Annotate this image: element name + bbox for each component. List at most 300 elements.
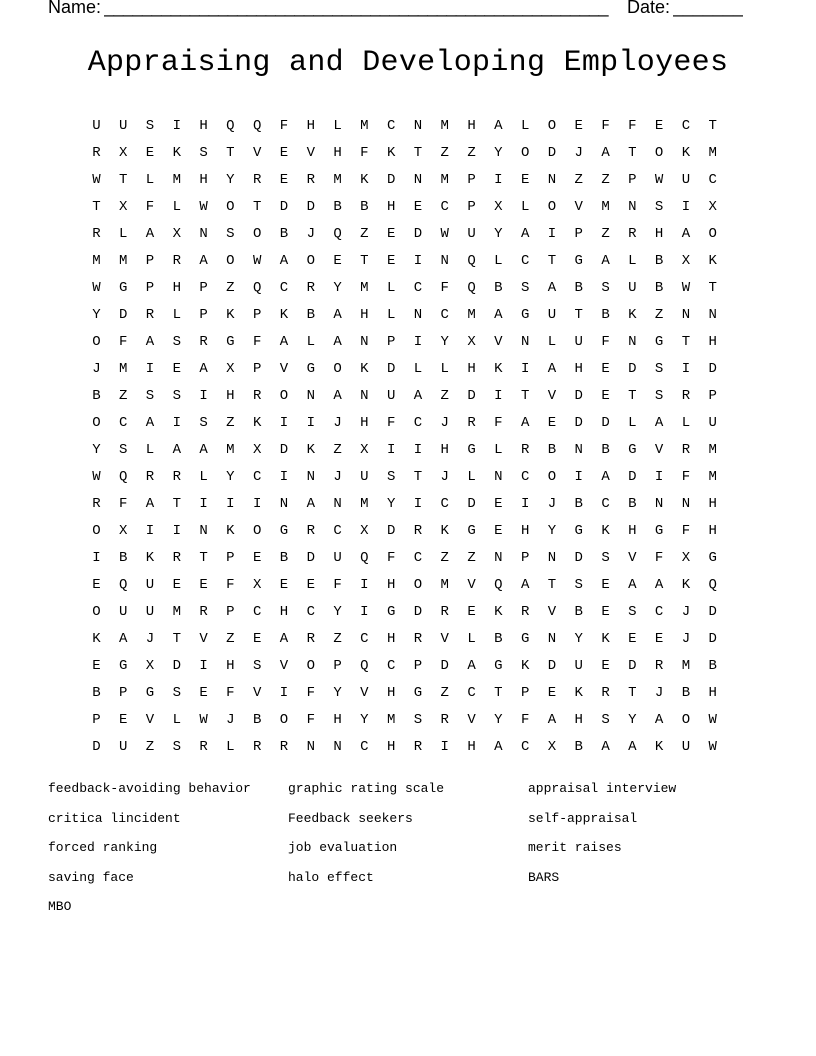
grid-letter: Q <box>252 280 262 296</box>
grid-letter: Z <box>440 685 449 701</box>
grid-letter: R <box>92 496 101 512</box>
grid-letter: L <box>226 739 235 755</box>
grid-letter: H <box>386 631 396 647</box>
grid-letter: F <box>681 469 691 485</box>
grid-letter: N <box>628 334 637 350</box>
grid-letter: Q <box>708 577 717 593</box>
grid-letter: Z <box>226 280 235 296</box>
grid-letter: L <box>386 307 396 323</box>
grid-letter: T <box>413 145 423 161</box>
grid-row <box>83 437 759 464</box>
grid-letter: V <box>440 631 449 647</box>
grid-letter: H <box>386 199 396 215</box>
grid-letter: P <box>92 712 101 728</box>
grid-letter: H <box>440 442 449 458</box>
grid-letter: G <box>467 523 476 539</box>
grid-letter: D <box>386 523 396 539</box>
grid-letter: N <box>547 550 557 566</box>
grid-letter: B <box>279 550 289 566</box>
grid-letter: W <box>708 739 717 755</box>
grid-letter: X <box>252 577 262 593</box>
page-title: Appraising and Developing Employees <box>87 46 729 80</box>
grid-letter: N <box>440 253 449 269</box>
grid-letter: J <box>654 685 664 701</box>
grid-letter: Y <box>494 226 503 242</box>
grid-letter: D <box>306 199 315 215</box>
grid-letter: F <box>118 334 128 350</box>
grid-letter: H <box>333 145 342 161</box>
grid-letter: H <box>628 523 637 539</box>
grid-letter: M <box>360 118 369 134</box>
grid-letter: I <box>360 604 369 620</box>
grid-letter: O <box>92 604 101 620</box>
grid-letter: A <box>654 415 664 431</box>
grid-letter: H <box>306 118 315 134</box>
grid-letter: K <box>494 604 503 620</box>
grid-letter: U <box>681 739 691 755</box>
grid-letter: X <box>681 550 691 566</box>
grid-letter: N <box>306 469 315 485</box>
date-field-line: _______ <box>673 0 743 17</box>
grid-letter: E <box>386 226 396 242</box>
grid-letter: M <box>118 361 128 377</box>
grid-letter: D <box>386 361 396 377</box>
grid-letter: Z <box>574 172 583 188</box>
grid-row <box>83 707 759 734</box>
grid-letter: B <box>628 496 637 512</box>
grid-letter: A <box>601 469 610 485</box>
grid-letter: J <box>333 415 342 431</box>
grid-letter: X <box>145 658 155 674</box>
grid-letter: F <box>601 334 610 350</box>
grid-letter: A <box>547 712 557 728</box>
grid-letter: S <box>172 685 181 701</box>
grid-letter: R <box>199 334 208 350</box>
grid-letter: P <box>252 307 262 323</box>
grid-letter: R <box>252 172 262 188</box>
grid-letter: K <box>386 145 396 161</box>
grid-letter: O <box>654 145 664 161</box>
grid-letter: N <box>547 631 557 647</box>
grid-letter: E <box>92 577 101 593</box>
word-list-item: appraisal interview <box>528 781 677 796</box>
grid-letter: A <box>333 388 342 404</box>
grid-letter: J <box>92 361 101 377</box>
grid-letter: X <box>547 739 557 755</box>
grid-letter: P <box>145 280 155 296</box>
grid-letter: Q <box>252 118 262 134</box>
grid-letter: N <box>520 334 530 350</box>
grid-letter: D <box>413 604 423 620</box>
grid-letter: P <box>199 307 208 323</box>
grid-letter: I <box>413 496 423 512</box>
grid-letter: R <box>654 658 664 674</box>
grid-row <box>83 167 759 194</box>
grid-row <box>83 383 759 410</box>
grid-letter: U <box>681 172 691 188</box>
grid-letter: S <box>654 388 664 404</box>
grid-letter: R <box>92 226 101 242</box>
grid-letter: Q <box>360 550 369 566</box>
grid-letter: G <box>413 685 423 701</box>
grid-letter: E <box>172 577 181 593</box>
word-list-item: self-appraisal <box>528 810 638 826</box>
grid-letter: P <box>520 685 530 701</box>
grid-letter: P <box>199 280 208 296</box>
grid-letter: L <box>333 118 342 134</box>
grid-letter: G <box>574 523 583 539</box>
grid-letter: A <box>494 739 503 755</box>
grid-letter: L <box>145 442 155 458</box>
grid-letter: F <box>118 496 128 512</box>
grid-letter: B <box>92 685 101 701</box>
grid-row <box>83 626 759 653</box>
grid-letter: M <box>172 172 181 188</box>
grid-letter: M <box>440 577 449 593</box>
grid-letter: Y <box>547 523 557 539</box>
grid-letter: M <box>226 442 235 458</box>
grid-letter: V <box>252 145 262 161</box>
grid-letter: A <box>494 118 503 134</box>
grid-letter: R <box>172 550 181 566</box>
grid-letter: C <box>440 307 449 323</box>
grid-letter: S <box>199 145 208 161</box>
grid-letter: E <box>547 415 557 431</box>
grid-letter: H <box>467 118 476 134</box>
grid-letter: Y <box>360 712 369 728</box>
grid-letter: L <box>172 712 181 728</box>
grid-letter: L <box>145 172 155 188</box>
grid-letter: I <box>92 550 101 566</box>
grid-letter: K <box>654 739 664 755</box>
grid-letter: H <box>360 415 369 431</box>
grid-letter: T <box>252 199 262 215</box>
grid-letter: L <box>118 226 128 242</box>
grid-letter: A <box>654 577 664 593</box>
grid-row <box>83 356 759 383</box>
grid-letter: F <box>628 118 637 134</box>
grid-letter: M <box>92 253 101 269</box>
grid-letter: I <box>145 523 155 539</box>
grid-letter: X <box>252 442 262 458</box>
grid-letter: L <box>467 631 476 647</box>
grid-letter: Q <box>118 577 128 593</box>
grid-letter: R <box>601 685 610 701</box>
grid-letter: F <box>226 577 235 593</box>
grid-letter: Z <box>467 550 476 566</box>
grid-letter: X <box>118 145 128 161</box>
grid-letter: D <box>628 658 637 674</box>
grid-letter: Z <box>118 388 128 404</box>
grid-letter: P <box>252 361 262 377</box>
grid-letter: V <box>145 712 155 728</box>
grid-letter: A <box>494 307 503 323</box>
grid-letter: V <box>279 658 289 674</box>
grid-letter: A <box>199 253 208 269</box>
grid-letter: K <box>708 253 717 269</box>
grid-letter: X <box>118 523 128 539</box>
grid-letter: U <box>360 469 369 485</box>
word-list-item: merit raises <box>528 840 622 855</box>
grid-letter: K <box>172 145 181 161</box>
grid-letter: J <box>681 631 691 647</box>
grid-letter: F <box>494 415 503 431</box>
grid-letter: L <box>306 334 315 350</box>
grid-letter: T <box>172 631 181 647</box>
grid-letter: H <box>386 685 396 701</box>
grid-letter: N <box>413 118 423 134</box>
grid-letter: B <box>574 604 583 620</box>
grid-letter: B <box>333 199 342 215</box>
grid-letter: E <box>654 118 664 134</box>
grid-letter: M <box>708 469 717 485</box>
grid-letter: J <box>333 469 342 485</box>
grid-letter: N <box>413 172 423 188</box>
grid-letter: A <box>306 496 315 512</box>
grid-letter: W <box>681 280 691 296</box>
grid-letter: K <box>574 685 583 701</box>
grid-letter: U <box>92 118 101 134</box>
grid-letter: D <box>574 388 583 404</box>
grid-letter: P <box>467 199 476 215</box>
grid-letter: S <box>601 550 610 566</box>
grid-letter: C <box>252 469 262 485</box>
grid-letter: B <box>494 280 503 296</box>
grid-letter: R <box>172 469 181 485</box>
grid-letter: A <box>145 496 155 512</box>
grid-letter: N <box>360 334 369 350</box>
grid-letter: E <box>654 631 664 647</box>
grid-letter: I <box>172 415 181 431</box>
grid-letter: X <box>360 523 369 539</box>
grid-letter: F <box>145 199 155 215</box>
grid-letter: R <box>172 253 181 269</box>
grid-letter: H <box>386 577 396 593</box>
grid-letter: R <box>681 442 691 458</box>
grid-row <box>83 140 759 167</box>
grid-letter: K <box>681 145 691 161</box>
grid-letter: M <box>601 199 610 215</box>
grid-letter: G <box>386 604 396 620</box>
grid-row <box>83 518 759 545</box>
grid-letter: R <box>306 523 315 539</box>
word-list-column <box>48 778 251 926</box>
grid-letter: P <box>574 226 583 242</box>
grid-letter: L <box>494 253 503 269</box>
grid-letter: J <box>145 631 155 647</box>
grid-letter: F <box>386 415 396 431</box>
grid-letter: C <box>681 118 691 134</box>
grid-letter: R <box>628 226 637 242</box>
grid-letter: B <box>574 496 583 512</box>
grid-letter: T <box>360 253 369 269</box>
grid-letter: M <box>440 118 449 134</box>
word-list-item: saving face <box>48 869 134 885</box>
word-list-item: MBO <box>48 899 72 914</box>
grid-letter: R <box>279 739 289 755</box>
grid-letter: H <box>199 118 208 134</box>
grid-letter: A <box>654 712 664 728</box>
grid-letter: K <box>360 361 369 377</box>
grid-letter: O <box>252 523 262 539</box>
grid-letter: A <box>333 307 342 323</box>
grid-letter: G <box>467 442 476 458</box>
grid-letter: A <box>145 334 155 350</box>
grid-letter: H <box>199 172 208 188</box>
grid-letter: A <box>279 334 289 350</box>
grid-letter: B <box>118 550 128 566</box>
grid-letter: R <box>413 631 423 647</box>
grid-letter: W <box>199 712 208 728</box>
grid-letter: S <box>145 118 155 134</box>
grid-letter: E <box>199 685 208 701</box>
grid-letter: I <box>199 658 208 674</box>
grid-letter: F <box>360 145 369 161</box>
grid-letter: T <box>708 280 717 296</box>
grid-letter: I <box>172 118 181 134</box>
grid-letter: K <box>226 523 235 539</box>
grid-letter: V <box>199 631 208 647</box>
grid-letter: I <box>520 496 530 512</box>
grid-letter: R <box>467 415 476 431</box>
grid-letter: I <box>279 415 289 431</box>
grid-letter: T <box>92 199 101 215</box>
grid-letter: E <box>628 631 637 647</box>
grid-letter: D <box>306 550 315 566</box>
grid-letter: F <box>306 712 315 728</box>
grid-letter: T <box>681 334 691 350</box>
grid-letter: L <box>628 415 637 431</box>
grid-letter: T <box>547 577 557 593</box>
grid-letter: P <box>520 550 530 566</box>
grid-letter: T <box>118 172 128 188</box>
grid-letter: L <box>386 280 396 296</box>
grid-letter: I <box>145 361 155 377</box>
grid-letter: E <box>172 361 181 377</box>
grid-letter: N <box>306 739 315 755</box>
grid-letter: S <box>199 415 208 431</box>
grid-letter: I <box>360 577 369 593</box>
grid-letter: E <box>252 550 262 566</box>
grid-letter: I <box>681 361 691 377</box>
grid-letter: E <box>199 577 208 593</box>
grid-letter: G <box>226 334 235 350</box>
grid-letter: C <box>333 523 342 539</box>
grid-letter: E <box>494 523 503 539</box>
grid-letter: F <box>386 550 396 566</box>
grid-letter: S <box>172 388 181 404</box>
grid-letter: O <box>547 199 557 215</box>
grid-letter: X <box>172 226 181 242</box>
grid-row <box>83 329 759 356</box>
grid-letter: W <box>654 172 664 188</box>
grid-letter: M <box>386 712 396 728</box>
word-list-item: halo effect <box>288 869 374 885</box>
grid-letter: A <box>467 658 476 674</box>
grid-letter: V <box>279 361 289 377</box>
grid-letter: S <box>601 280 610 296</box>
grid-letter: B <box>306 307 315 323</box>
grid-letter: L <box>628 253 637 269</box>
grid-letter: C <box>413 550 423 566</box>
grid-letter: G <box>654 523 664 539</box>
grid-letter: P <box>628 172 637 188</box>
grid-letter: K <box>360 172 369 188</box>
grid-letter: C <box>708 172 717 188</box>
grid-letter: F <box>440 280 449 296</box>
grid-letter: J <box>440 469 449 485</box>
grid-letter: Z <box>654 307 664 323</box>
grid-letter: A <box>279 253 289 269</box>
grid-letter: A <box>520 415 530 431</box>
grid-letter: N <box>413 307 423 323</box>
grid-letter: U <box>467 226 476 242</box>
grid-letter: H <box>708 496 717 512</box>
grid-letter: T <box>226 145 235 161</box>
grid-letter: Z <box>601 226 610 242</box>
grid-letter: P <box>226 550 235 566</box>
grid-letter: A <box>601 739 610 755</box>
grid-letter: C <box>279 280 289 296</box>
grid-letter: N <box>306 388 315 404</box>
grid-letter: Z <box>440 145 449 161</box>
grid-letter: A <box>279 631 289 647</box>
grid-letter: C <box>386 118 396 134</box>
grid-letter: C <box>360 739 369 755</box>
grid-letter: R <box>306 631 315 647</box>
grid-letter: Y <box>494 712 503 728</box>
grid-letter: N <box>199 226 208 242</box>
grid-letter: W <box>92 280 101 296</box>
grid-letter: C <box>601 496 610 512</box>
grid-letter: R <box>92 145 101 161</box>
grid-letter: N <box>494 550 503 566</box>
grid-letter: V <box>547 604 557 620</box>
grid-letter: M <box>172 604 181 620</box>
word-list-item: forced ranking <box>48 840 158 855</box>
grid-letter: D <box>708 361 717 377</box>
grid-letter: K <box>494 361 503 377</box>
grid-letter: C <box>520 253 530 269</box>
grid-letter: O <box>226 199 235 215</box>
grid-letter: M <box>360 496 369 512</box>
grid-letter: T <box>574 307 583 323</box>
grid-letter: E <box>279 172 289 188</box>
grid-letter: D <box>386 172 396 188</box>
grid-letter: K <box>145 550 155 566</box>
grid-letter: V <box>654 442 664 458</box>
grid-letter: P <box>333 658 342 674</box>
grid-letter: C <box>520 739 530 755</box>
grid-letter: T <box>199 550 208 566</box>
grid-letter: Z <box>440 550 449 566</box>
grid-letter: T <box>520 388 530 404</box>
grid-letter: K <box>279 307 289 323</box>
grid-letter: H <box>708 523 717 539</box>
grid-letter: I <box>574 469 583 485</box>
grid-letter: Y <box>628 712 637 728</box>
grid-letter: P <box>226 604 235 620</box>
grid-letter: F <box>654 550 664 566</box>
grid-letter: L <box>172 199 181 215</box>
grid-letter: D <box>413 226 423 242</box>
grid-letter: T <box>628 388 637 404</box>
grid-letter: U <box>118 604 128 620</box>
grid-letter: O <box>279 388 289 404</box>
grid-letter: E <box>333 253 342 269</box>
grid-letter: C <box>654 604 664 620</box>
grid-letter: Z <box>226 415 235 431</box>
